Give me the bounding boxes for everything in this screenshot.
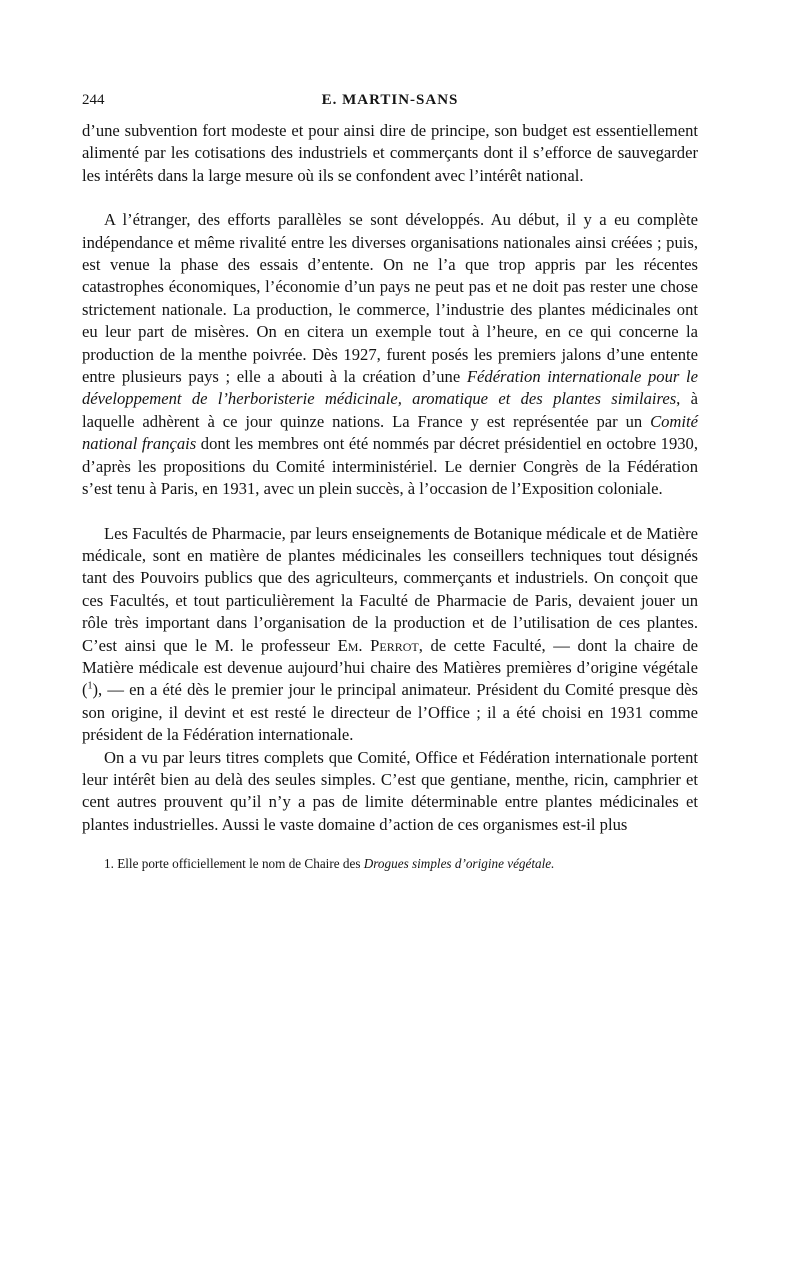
- paragraph-3: [82, 523, 698, 747]
- national-committee-name: Comité national français: [82, 411, 698, 454]
- book-page: [82, 92, 698, 873]
- paragraph-3-text-b: , de cette Faculté, — dont la chaire de Matière médicale est devenue aujourd’hui chaire des Matières premières d’origine végétale (: [82, 635, 698, 700]
- paragraph-1: d’une subvention fort modeste et pour ainsi dire de principe, son budget est essentiellement alimenté par les cotisations des industriels et commerçants dont il s’efforce de sauvegarder les intérêts dans la large mesure où ils se confondent avec l’intérêt national.: [82, 121, 698, 185]
- paragraph-gap: [82, 187, 698, 209]
- body-text: [82, 120, 698, 836]
- paragraph-gap: [82, 501, 698, 523]
- paragraph-2-text-b: , à laquelle adhèrent à ce jour quinze nations. La France y est représentée par un: [82, 389, 698, 431]
- paragraph-2: [82, 209, 698, 500]
- federation-name: Fédération internationale pour le développement de l’herboristerie médicinale, aromatique et des plantes similaires: [82, 367, 698, 409]
- paragraph-4: On a vu par leurs titres complets que Comité, Office et Fédération internationale portent leur intérêt bien au delà des seules simples. C’est que gentiane, menthe, ricin, camphrier et cent autres prouvent qu’il n’y a pas de limite déterminable entre plantes médicinales et plantes industrielles. Aussi le vaste domaine d’action de ces organismes est-il plus: [82, 747, 698, 834]
- footnote: [82, 854, 698, 873]
- footnote-italic-text: Drogues simples d’origine végétale.: [363, 856, 555, 872]
- page-number: 244: [82, 92, 105, 108]
- page-header: [82, 92, 698, 120]
- professor-name: Em. Perrot: [337, 635, 419, 655]
- footnote-number: 1.: [104, 856, 114, 872]
- paragraph-2-text-a: A l’étranger, des efforts parallèles se sont développés. Au début, il y a eu complète indépendance et même rivalité entre les diverses organisations nationales ainsi créées ; puis, est venue la phase des essais d’entente. On ne l’a que trop appris par les récentes catastrophes économiques, l’économie d’un pays ne peut pas et ne doit pas rester une chose strictement nationale. La production, le commerce, l’industrie des plantes médicinales ont eu leur part de misères. On en citera un exemple tout à l’heure, en ce qui concerne la production de la menthe poivrée. Dès 1927, furent posés les premiers jalons d’une entente entre plusieurs pays ; elle a abouti à la création d’une: [82, 210, 698, 387]
- running-title: E. MARTIN-SANS: [321, 92, 459, 108]
- paragraph-2-text-c: dont les membres ont été nommés par décret présidentiel en octobre 1930, d’après les propositions du Comité interministériel. Le dernier Congrès de la Fédération s’est tenu à Paris, en 1931, avec un plein succès, à l’occasion de l’Exposition coloniale.: [82, 434, 699, 499]
- paragraph-3-text-c: ), — en a été dès le premier jour le principal animateur. Président du Comité presque dès son origine, il devint et est resté le directeur de l’Office ; il a été choisi en 1931 comme président de la Fédération internationale.: [82, 680, 698, 745]
- footnote-reference[interactable]: 1: [87, 680, 93, 692]
- footnote-text: Elle porte officiellement le nom de Chaire des: [117, 856, 364, 872]
- paragraph-3-text-a: Les Facultés de Pharmacie, par leurs enseignements de Botanique médicale et de Matière médicale, sont en matière de plantes médicinales les conseillers techniques tout désignés tant des Pouvoirs publics que des agriculteurs, commerçants et industriels. On conçoit que ces Facultés, et tout particulièrement la Faculté de Pharmacie de Paris, devaient jouer un rôle très important dans l’organisation de la production et de l’utilisation de ces plantes. C’est ainsi que le M. le professeur: [82, 523, 698, 655]
